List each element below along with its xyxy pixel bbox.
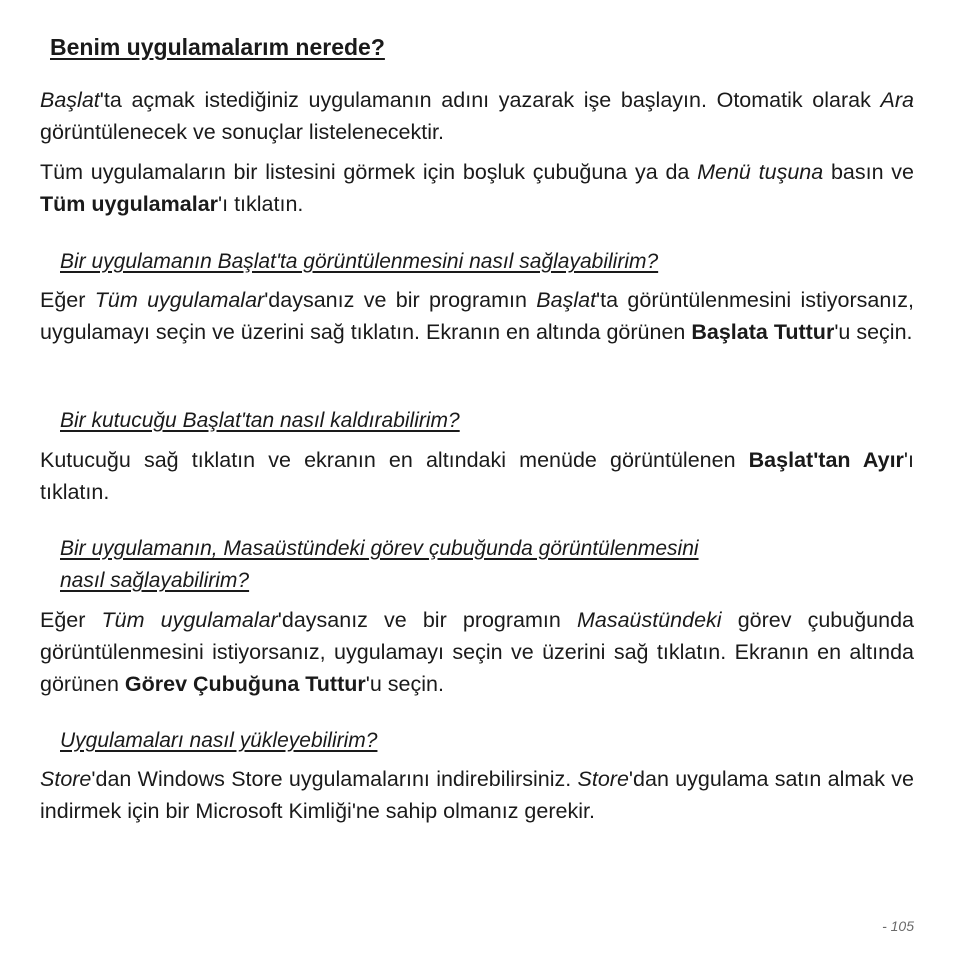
start-term: Başlat <box>40 88 100 112</box>
paragraph-pin-to-start: Eğer Tüm uygulamalar'daysanız ve bir programın Başlat'ta görüntülenmesini istiyorsanız, uygulamayı seçin ve üzerini sağ tıklatın. Ekranın en altında görünen Başlata Tuttur'u seçin. <box>40 288 914 344</box>
paragraph-install-apps: Store'dan Windows Store uygulamalarını indirebilirsiniz. Store'dan uygulama satın almak ve indirmek için bir Microsoft Kimliği'ne sahip olmanız gerekir. <box>40 767 914 823</box>
paragraph-all-apps: Tüm uygulamaların bir listesini görmek için boşluk çubuğuna ya da Menü tuşuna basın ve Tüm uygulamalar'ı tıklatın. <box>40 160 915 216</box>
all-apps-term: Tüm uygulamalar <box>40 192 219 216</box>
paragraph-pin-to-taskbar: Eğer Tüm uygulamalar'daysanız ve bir programın Masaüstündeki görev çubuğunda görüntülenmesini istiyorsanız, uygulamayı seçin ve üzerini sağ tıklatın. Ekranın en altında görünen Görev Çubuğuna Tuttur'u seçin. <box>40 608 915 696</box>
unpin-from-start-term: Başlat'tan Ayır <box>748 448 904 472</box>
pin-to-start-term: Başlata Tuttur <box>691 320 835 344</box>
question-pin-to-taskbar: Bir uygulamanın, Masaüstündeki görev çubuğunda görüntülenmesini nasıl sağlayabilirim? <box>60 537 699 592</box>
question-unpin-tile: Bir kutucuğu Başlat'tan nasıl kaldırabilirim? <box>60 409 460 432</box>
paragraph-start-search: Başlat'ta açmak istediğiniz uygulamanın adını yazarak işe başlayın. Otomatik olarak Ara görüntülenecek ve sonuçlar listelenecektir. <box>40 88 914 144</box>
pin-to-taskbar-term: Görev Çubuğuna Tuttur <box>124 672 366 696</box>
search-term: Ara <box>880 88 914 112</box>
page-number: - 105 <box>882 918 914 934</box>
paragraph-unpin-tile: Kutucuğu sağ tıklatın ve ekranın en altındaki menüde görüntülenen Başlat'tan Ayır'ı tıklatın. <box>40 448 914 504</box>
page-heading: Benim uygulamalarım nerede? <box>50 34 385 60</box>
question-pin-to-start: Bir uygulamanın Başlat'ta görüntülenmesini nasıl sağlayabilirim? <box>60 250 659 273</box>
menu-key-term: Menü tuşuna <box>697 160 824 184</box>
question-install-apps: Uygulamaları nasıl yükleyebilirim? <box>60 729 378 752</box>
